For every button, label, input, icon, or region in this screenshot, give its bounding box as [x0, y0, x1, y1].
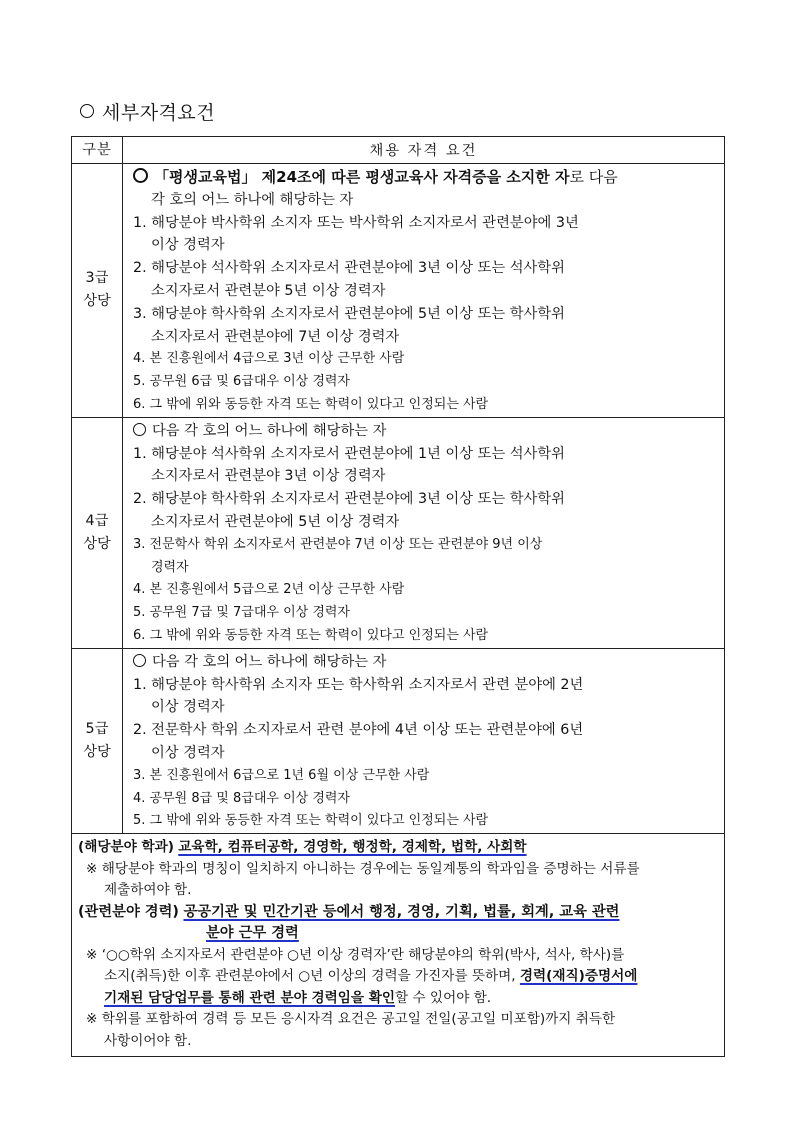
table-row [72, 834, 725, 1057]
list-item: 6. 그 밖에 위와 동등한 자격 또는 학력이 있다고 인정되는 사람 [133, 627, 489, 643]
dept-label: (해당분야 학과) [78, 839, 174, 856]
list-item: 2. 해당분야 석사학위 소지자로서 관련분야에 3년 이상 또는 석사학위 [133, 260, 565, 277]
list-item: 3. 본 진흥원에서 6급으로 1년 6월 이상 근무한 사람 [133, 767, 430, 783]
note-text: 사항이어야 함. [104, 1032, 192, 1049]
dept-value: 교육학, 컴퓨터공학, 경영학, 행정학, 경제학, 법학, 사회학 [178, 839, 527, 856]
note-text: 제출하여야 함. [104, 882, 192, 899]
career-label: (관련분야 경력) [78, 903, 179, 920]
list-item: 이상 경력자 [151, 744, 225, 761]
list-item: 5. 공무원 6급 및 6급대우 이상 경력자 [133, 374, 350, 390]
table-row [72, 648, 725, 833]
circle-bullet-icon [80, 104, 94, 118]
list-item: 소지자로서 관련분야에 5년 이상 경력자 [151, 513, 400, 530]
grade-label-5: 5급 상당 [72, 648, 123, 833]
grade-4-requirements: 다음 각 호의 어느 하나에 해당하는 자 1. 해당분야 석사학위 소지자로서 관련분야에 1년 이상 또는 석사학위 소지자로서 관련분야 3년 이상 경력자 2. 해당분야 학사학위 소지자로서 관련분야에 3년 이상 또는 학사학위 소지자로서 관련분야에 5년 이상 경력자 3. 전문학사 학위 소지자로서 관련분야 7년 이상 또는 관련분야 9년 이상 경력자 4. 본 진흥원에서 5급으로 2년 이상 근무한 사람 5. 공무원 7급 및 7급대우 이상 경력자 6. 그 밖에 위와 동등한 자격 또는 학력이 있다고 인정되는 사람 [123, 417, 725, 648]
grade-label-4: 4급 상당 [72, 417, 123, 648]
list-item: 5. 공무원 7급 및 7급대우 이상 경력자 [133, 605, 350, 621]
grade-3-requirements: 「평생교육법」 제24조에 따른 평생교육사 자격증을 소지한 자로 다음 각 호의 어느 하나에 해당하는 자 1. 해당분야 박사학위 소지자 또는 박사학위 소지자로서 관련분야에 3년 이상 경력자 2. 해당분야 석사학위 소지자로서 관련분야에 3년 이상 또는 석사학위 소지자로서 관련분야 5년 이상 경력자 3. 해당분야 학사학위 소지자로서 관련분야에 5년 이상 또는 학사학위 소지자로서 관련분야에 7년 이상 경력자 4. 본 진흥원에서 4급으로 3년 이상 근무한 사람 5. 공무원 6급 및 6급대우 이상 경력자 6. 그 밖에 위와 동등한 자격 또는 학력이 있다고 인정되는 사람 [123, 164, 725, 418]
qualification-table [71, 136, 725, 1057]
table-row [72, 417, 725, 648]
list-item: 3. 전문학사 학위 소지자로서 관련분야 7년 이상 또는 관련분야 9년 이상 [133, 536, 543, 552]
list-item: 4. 본 진흥원에서 5급으로 2년 이상 근무한 사람 [133, 582, 405, 598]
career-value: 공공기관 및 민간기관 등에서 행정, 경영, 기획, 법률, 회계, 교육 관련 [183, 903, 620, 920]
note-emphasis: 경력(재직)증명서에 [519, 968, 638, 985]
note-text: ※ 학위를 포함하여 경력 등 모든 응시자격 요건은 공고일 전일(공고일 미포함)까지 취득한 [86, 1011, 616, 1028]
notes-cell: (해당분야 학과) 교육학, 컴퓨터공학, 경영학, 행정학, 경제학, 법학, 사회학 ※ 해당분야 학과의 명칭이 일치하지 아니하는 경우에는 동일계통의 학과임을 증명하는 서류를 제출하여야 함. (관련분야 경력) 공공기관 및 민간기관 등에서 행정, 경영, 기획, 법률, 회계, 교육 관련 분야 근무 경력 ※ ‘○○학위 소지자로서 관련분야 ○년 이상 경력자’란 해당분야의 학위(박사, 석사, 학사)를 소지(취득)한 이후 관련분야에서 ○년 이상의 경력을 가진자를 뜻하며, 경력(재직)증명서에 기재된 담당업무를 통해 관련 분야 경력임을 확인할 수 있어야 함. ※ 학위를 포함하여 경력 등 모든 응시자격 요건은 공고일 전일(공고일 미포함)까지 취득한 사항이어야 함. [72, 834, 725, 1057]
list-item: 소지자로서 관련분야 5년 이상 경력자 [151, 282, 386, 299]
note-text: ※ 해당분야 학과의 명칭이 일치하지 아니하는 경우에는 동일계통의 학과임을 증명하는 서류를 [86, 860, 640, 877]
circle-bullet-icon [133, 423, 146, 436]
list-item: 2. 전문학사 학위 소지자로서 관련 분야에 4년 이상 또는 관련분야에 6년 [133, 722, 584, 739]
list-item: 경력자 [151, 559, 189, 575]
list-item: 5. 그 밖에 위와 동등한 자격 또는 학력이 있다고 인정되는 사람 [133, 813, 489, 829]
list-item: 소지자로서 관련분야 3년 이상 경력자 [151, 468, 386, 485]
table-header-row [72, 137, 725, 164]
note-text: ※ ‘○○학위 소지자로서 관련분야 ○년 이상 경력자’란 해당분야의 학위(박사, 석사, 학사)를 [86, 946, 625, 963]
list-item: 3. 해당분야 학사학위 소지자로서 관련분야에 5년 이상 또는 학사학위 [133, 305, 565, 322]
list-item: 1. 해당분야 학사학위 소지자 또는 학사학위 소지자로서 관련 분야에 2년 [133, 676, 584, 693]
table-row [72, 164, 725, 418]
list-item: 4. 본 진흥원에서 4급으로 3년 이상 근무한 사람 [133, 351, 405, 367]
header-category: 구분 [72, 137, 123, 164]
intro-bold-text: 「평생교육법」 제24조에 따른 평생교육사 자격증을 소지한 자 [154, 168, 570, 186]
header-requirements: 채용 자격 요건 [123, 137, 725, 164]
list-item: 이상 경력자 [151, 699, 225, 716]
section-heading-text: 세부자격요건 [102, 102, 216, 124]
list-item: 4. 공무원 8급 및 8급대우 이상 경력자 [133, 790, 350, 806]
list-item: 소지자로서 관련분야에 7년 이상 경력자 [151, 328, 400, 345]
career-value-cont: 분야 근무 경력 [206, 925, 299, 942]
section-heading [80, 98, 215, 125]
circle-bullet-icon [133, 654, 146, 667]
list-item: 6. 그 밖에 위와 동등한 자격 또는 학력이 있다고 인정되는 사람 [133, 396, 489, 412]
note-emphasis: 기재된 담당업무를 통해 관련 분야 경력임을 확인 [104, 989, 396, 1006]
list-item: 이상 경력자 [151, 237, 225, 254]
grade-5-requirements: 다음 각 호의 어느 하나에 해당하는 자 1. 해당분야 학사학위 소지자 또는 학사학위 소지자로서 관련 분야에 2년 이상 경력자 2. 전문학사 학위 소지자로서 관련 분야에 4년 이상 또는 관련분야에 6년 이상 경력자 3. 본 진흥원에서 6급으로 1년 6월 이상 근무한 사람 4. 공무원 8급 및 8급대우 이상 경력자 5. 그 밖에 위와 동등한 자격 또는 학력이 있다고 인정되는 사람 [123, 648, 725, 833]
circle-bullet-icon [133, 168, 148, 183]
list-item: 1. 해당분야 석사학위 소지자로서 관련분야에 1년 이상 또는 석사학위 [133, 445, 565, 462]
list-item: 1. 해당분야 박사학위 소지자 또는 박사학위 소지자로서 관련분야에 3년 [133, 214, 579, 231]
grade-label-3: 3급 상당 [72, 164, 123, 418]
list-item: 2. 해당분야 학사학위 소지자로서 관련분야에 3년 이상 또는 학사학위 [133, 491, 565, 508]
